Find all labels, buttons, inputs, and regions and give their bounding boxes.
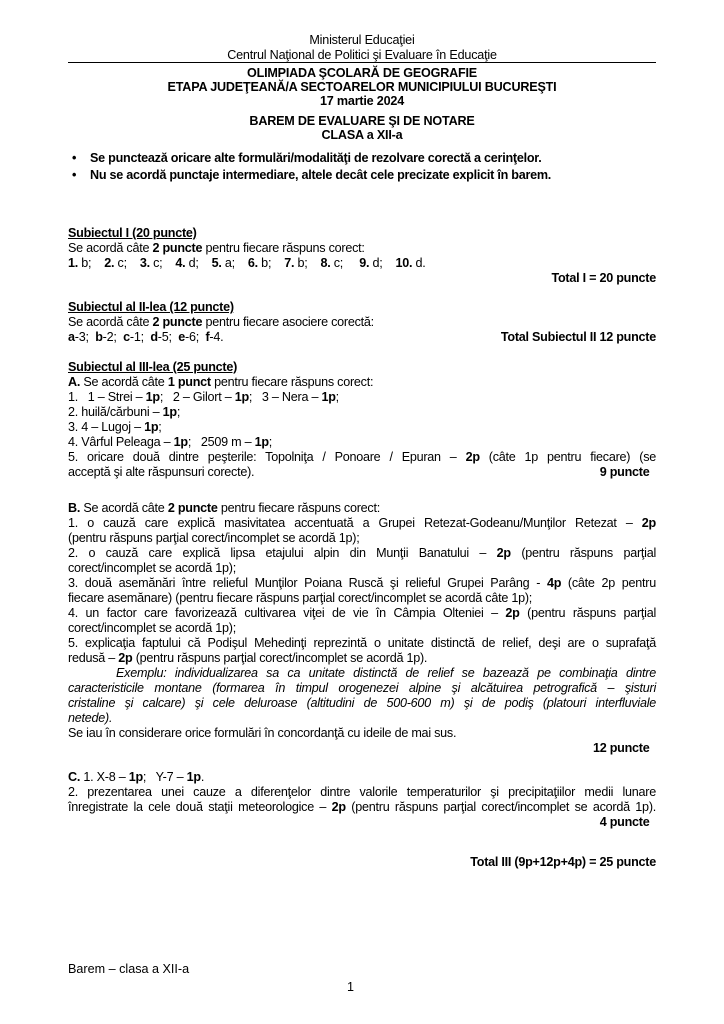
- text-segment: 1.: [68, 256, 79, 270]
- text-segment: 1p: [234, 390, 249, 404]
- text-segment: Se acordă câte: [80, 375, 168, 389]
- text-segment: ;: [176, 405, 181, 419]
- line-content: [68, 516, 656, 530]
- text-segment: .: [200, 770, 205, 784]
- text-segment: 1p: [144, 420, 159, 434]
- text-segment: ; Y-7 –: [142, 770, 187, 784]
- text-segment: 1p: [128, 770, 143, 784]
- text-line: [68, 651, 656, 666]
- section-heading: Subiectul I (20 puncte): [68, 226, 197, 240]
- text-segment: 1. o cauză care explică masivitatea accentuată a Grupei Retezat-Godeanu/Munţilor Retezat –: [68, 516, 642, 530]
- text-line: [68, 420, 656, 435]
- section-total: 9 puncte: [599, 465, 656, 479]
- text-segment: Se acordă câte: [68, 241, 153, 255]
- text-segment: acceptă şi alte răspunsuri corecte).: [68, 465, 255, 479]
- text-segment: -4.: [209, 330, 224, 344]
- text-segment: (câte 1p pentru fiecare) (se: [479, 450, 657, 464]
- text-segment: 4. Vârful Peleaga –: [68, 435, 174, 449]
- text-line: [68, 800, 656, 815]
- text-line: [68, 606, 656, 621]
- text-segment: 2. o cauză care explică lipsa etajului alpin din Munţii Banatului –: [68, 546, 497, 560]
- text-line: [68, 315, 656, 330]
- text-segment: pentru fiecare răspuns corect:: [202, 241, 365, 255]
- line-content: [68, 241, 365, 255]
- line-content: [68, 576, 656, 590]
- class-title: CLASA a XII-a: [321, 128, 403, 142]
- olympiad-title: OLIMPIADA ŞCOLARĂ DE GEOGRAFIE: [246, 66, 478, 80]
- text-segment: 2 puncte: [152, 315, 203, 329]
- text-line: [68, 636, 656, 651]
- text-segment: 2.: [104, 256, 115, 270]
- line-content: [68, 531, 359, 545]
- line-content: [68, 606, 656, 620]
- text-segment: 4 puncte: [599, 815, 656, 829]
- text-segment: f: [205, 330, 210, 344]
- text-segment: 1p: [162, 405, 177, 419]
- text-line: [68, 405, 656, 420]
- text-segment: caracteristicile montane (formarea în timpul orogenezei alpine şi alcătuirea petrografică – şisturi: [68, 681, 656, 695]
- text-segment: e: [178, 330, 186, 344]
- line-content: [68, 800, 656, 814]
- text-segment: 1p: [173, 435, 188, 449]
- text-segment: ;: [335, 390, 339, 404]
- text-segment: d.: [412, 256, 426, 270]
- text-segment: C.: [68, 770, 81, 784]
- text-line: [68, 241, 656, 256]
- page-number: 1: [347, 980, 355, 994]
- text-segment: 1p: [145, 390, 160, 404]
- text-segment: 3.: [139, 256, 150, 270]
- text-segment: 7.: [284, 256, 295, 270]
- text-segment: (câte 2p pentru: [561, 576, 656, 590]
- text-segment: redusă –: [68, 651, 119, 665]
- text-segment: c;: [330, 256, 360, 270]
- text-segment: 4.: [175, 256, 186, 270]
- text-line: [68, 621, 656, 636]
- rule-bullet: • Se punctează oricare alte formulări/modalităţi de rezolvare corectă a cerinţelor.: [68, 150, 656, 167]
- text-line: [68, 741, 656, 756]
- header-divider: [68, 62, 656, 63]
- text-line: [68, 226, 656, 241]
- text-segment: 2 puncte: [152, 241, 203, 255]
- text-segment: -2;: [102, 330, 124, 344]
- line-content: [68, 785, 656, 799]
- line-content: [600, 815, 656, 829]
- text-segment: 5.: [211, 256, 222, 270]
- text-segment: -1;: [129, 330, 151, 344]
- text-segment: A.: [68, 375, 81, 389]
- text-segment: Se acordă câte: [80, 501, 168, 515]
- text-line: [68, 546, 656, 561]
- text-segment: 4p: [546, 576, 562, 590]
- text-segment: -3;: [74, 330, 96, 344]
- text-segment: c;: [114, 256, 140, 270]
- line-content: [68, 315, 374, 329]
- text-segment: ;: [268, 435, 273, 449]
- text-segment: d: [150, 330, 158, 344]
- subiect-3-c-section: [68, 770, 656, 830]
- text-segment: netede).: [68, 711, 113, 725]
- text-line: [68, 330, 656, 345]
- text-segment: 12 puncte: [592, 741, 656, 755]
- subiect-1-section: [68, 226, 656, 286]
- text-line: [68, 681, 656, 696]
- text-line: [68, 450, 656, 465]
- line-content: [68, 420, 162, 434]
- text-segment: 4. un factor care favorizează cultivarea viţei de vie în Câmpia Olteniei –: [68, 606, 506, 620]
- text-line: [68, 591, 656, 606]
- text-segment: b;: [257, 256, 285, 270]
- text-line: [68, 390, 656, 405]
- text-line: [68, 726, 656, 741]
- line-content: [68, 450, 656, 464]
- line-content: [68, 546, 656, 560]
- text-segment: B.: [68, 501, 81, 515]
- text-segment: pentru fiecare răspuns corect:: [217, 501, 380, 515]
- text-segment: corect/incomplet se acordă 1p);: [68, 621, 236, 635]
- line-content: [68, 561, 236, 575]
- text-segment: 2p: [641, 516, 656, 530]
- text-segment: 3. două asemănări între relieful Munţilor Poiana Ruscă şi relieful Grupei Parâng -: [68, 576, 547, 590]
- text-segment: (pentru răspuns parţial: [510, 546, 656, 560]
- line-content: [470, 855, 656, 869]
- line-content: [68, 726, 456, 740]
- subiect-3-total-section: [68, 855, 656, 870]
- text-segment: ; 2509 m –: [187, 435, 255, 449]
- line-content: [68, 681, 656, 695]
- line-content: [68, 696, 656, 710]
- section-heading: Subiectul al II-lea (12 puncte): [68, 300, 234, 314]
- text-line: [68, 770, 656, 785]
- text-segment: corect/incomplet se acordă 1p);: [68, 561, 236, 575]
- text-segment: cristaline şi calcare) şi cele deluroase (altitudini de 500-600 m) şi de podiş (platouri interfluviale: [68, 696, 656, 710]
- text-segment: (pentru răspuns parţial corect/incomplet se acordă 1p).: [345, 800, 657, 814]
- text-segment: b;: [78, 256, 105, 270]
- text-line: [68, 435, 656, 450]
- text-segment: 5. oricare două dintre peşterile: Topolniţa / Ponoare / Epuran –: [68, 450, 466, 464]
- text-line: [68, 300, 656, 315]
- line-content: [593, 741, 656, 755]
- line-content: [68, 360, 237, 374]
- footer-label: Barem – clasa a XII-a: [68, 962, 190, 976]
- text-segment: 2. huilă/cărbuni –: [68, 405, 163, 419]
- text-segment: Exemplu: individualizarea sa ca unitate distinctă de relief se bazează pe combinaţia dintre: [116, 666, 656, 680]
- text-segment: ; 3 – Nera –: [248, 390, 322, 404]
- text-line: [68, 576, 656, 591]
- text-segment: 2p: [496, 546, 511, 560]
- text-segment: (pentru răspuns parţial corect/incomplet se acordă 1p).: [132, 651, 428, 665]
- text-segment: 1p: [254, 435, 269, 449]
- text-segment: -5;: [157, 330, 179, 344]
- line-content: [68, 226, 197, 240]
- text-segment: Total III (9p+12p+4p) = 25 puncte: [470, 855, 656, 869]
- text-segment: 2p: [331, 800, 346, 814]
- text-line: [68, 516, 656, 531]
- line-content: [68, 501, 380, 515]
- line-content: [68, 711, 112, 725]
- text-segment: b;: [294, 256, 321, 270]
- text-segment: 1p: [186, 770, 201, 784]
- text-segment: Total I = 20 puncte: [551, 271, 656, 285]
- text-line: [68, 666, 656, 681]
- text-segment: 1 punct: [167, 375, 211, 389]
- text-segment: 10.: [395, 256, 413, 270]
- line-content: [68, 651, 427, 665]
- text-segment: 6.: [247, 256, 258, 270]
- line-content: [68, 256, 426, 270]
- text-segment: 5. explicaţia faptului că Podişul Mehedinţi reprezintă o unitate distinctă de relief, deşi are o suprafaţă: [68, 636, 656, 650]
- text-line: [68, 696, 656, 711]
- text-segment: d;: [369, 256, 396, 270]
- line-content: [68, 390, 339, 404]
- text-line: [68, 465, 656, 480]
- text-segment: Se acordă câte: [68, 315, 153, 329]
- line-content: [68, 330, 223, 345]
- text-segment: 2 puncte: [167, 501, 218, 515]
- line-content: [68, 621, 236, 635]
- ministry-name: Ministerul Educaţiei: [309, 33, 415, 47]
- line-content: [68, 465, 254, 480]
- text-segment: 2p: [465, 450, 480, 464]
- section-total: Total Subiectul II 12 puncte: [500, 330, 656, 344]
- barem-title: BAREM DE EVALUARE ŞI DE NOTARE: [249, 114, 475, 128]
- center-name: Centrul Naţional de Politici şi Evaluare în Educaţie: [227, 48, 497, 62]
- line-content: [68, 405, 180, 419]
- text-segment: pentru fiecare asociere corectă:: [202, 315, 374, 329]
- line-content: [68, 375, 373, 389]
- section-heading: Subiectul al III-lea (25 puncte): [68, 360, 238, 374]
- text-line: [68, 256, 656, 271]
- line-content: [68, 591, 532, 605]
- text-segment: 2p: [505, 606, 520, 620]
- text-line: [68, 785, 656, 800]
- line-content: [116, 666, 656, 680]
- line-content: [68, 435, 272, 449]
- text-segment: ; 2 – Gilort –: [159, 390, 235, 404]
- text-segment: 1p: [321, 390, 336, 404]
- text-segment: înregistrate la cele două staţii meteorologice –: [68, 800, 332, 814]
- text-segment: 3. 4 – Lugoj –: [68, 420, 145, 434]
- exam-date: 17 martie 2024: [319, 94, 405, 108]
- text-segment: (pentru răspuns parţial: [519, 606, 656, 620]
- text-line: [68, 271, 656, 286]
- text-line: [68, 561, 656, 576]
- text-segment: ;: [158, 420, 162, 434]
- text-line: [68, 375, 656, 390]
- text-segment: pentru fiecare răspuns corect:: [210, 375, 374, 389]
- text-segment: c: [123, 330, 130, 344]
- text-segment: 1. X-8 –: [80, 770, 129, 784]
- line-content: [68, 636, 656, 650]
- rule-bullet: • Nu se acordă punctaje intermediare, altele decât cele precizate explicit în barem.: [68, 167, 656, 184]
- text-segment: 2p: [118, 651, 133, 665]
- subiect-2-section: [68, 300, 656, 345]
- line-content: [68, 300, 234, 314]
- text-segment: c;: [149, 256, 176, 270]
- stage-title: ETAPA JUDEŢEANĂ/A SECTOARELOR MUNICIPIULUI BUCUREŞTI: [167, 80, 557, 94]
- text-segment: 2. prezentarea unei cauze a diferenţelor dintre valorile temperaturilor şi precipitaţiilor medii lunare: [68, 785, 656, 799]
- line-content: [68, 770, 204, 784]
- line-content: [551, 271, 656, 285]
- text-line: [68, 711, 656, 726]
- text-segment: -6;: [185, 330, 206, 344]
- subiect-3-b-section: [68, 501, 656, 756]
- text-line: [68, 360, 656, 375]
- text-segment: d;: [185, 256, 212, 270]
- text-segment: a: [68, 330, 75, 344]
- text-segment: (pentru răspuns parţial corect/incomplet se acordă 1p);: [68, 531, 360, 545]
- text-segment: 8.: [320, 256, 331, 270]
- general-rules: [68, 150, 656, 184]
- text-segment: a;: [221, 256, 248, 270]
- text-segment: Se iau în considerare orice formulări în concordanţă cu ideile de mai sus.: [68, 726, 457, 740]
- text-line: [68, 531, 656, 546]
- text-segment: fiecare asemănare) (pentru fiecare răspuns parţial corect/incomplet se acordă câte 1p);: [68, 591, 533, 605]
- text-segment: b: [95, 330, 103, 344]
- text-line: [68, 815, 656, 830]
- text-line: [68, 501, 656, 516]
- text-segment: 1. 1 – Strei –: [68, 390, 146, 404]
- text-segment: 9.: [359, 256, 370, 270]
- subiect-3-a-section: [68, 360, 656, 480]
- text-line: [68, 855, 656, 870]
